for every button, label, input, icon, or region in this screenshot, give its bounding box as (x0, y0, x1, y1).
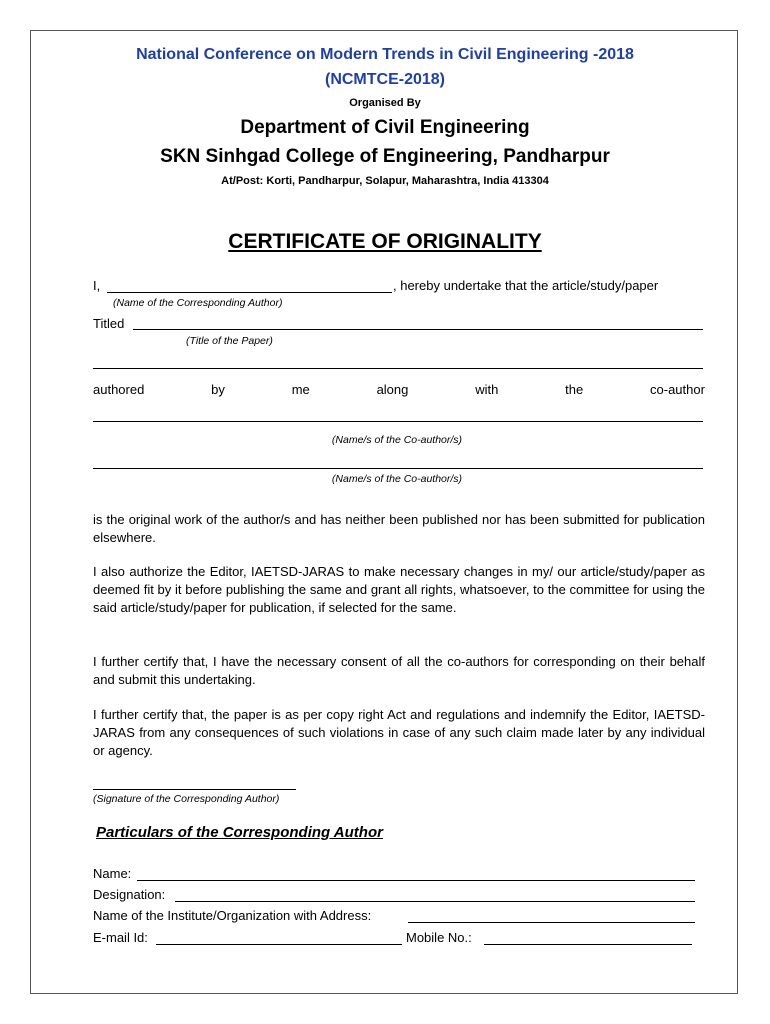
college-name: SKN Sinhgad College of Engineering, Pandharpur (160, 146, 610, 167)
designation-field[interactable] (175, 901, 695, 902)
paper-title-field[interactable] (133, 329, 703, 330)
paper-title-field-2[interactable] (93, 368, 703, 369)
paragraph-copyright: I further certify that, the paper is as per copy right Act and regulations and indemnify the Editor, IAETSD-JARAS from any consequences of such violations in case of any such claim made later by any individual or agency. (93, 707, 705, 758)
organised-by: Organised By (349, 97, 421, 109)
authored-word: co-author (650, 382, 705, 397)
paragraph-original-work: is the original work of the author/s and has neither been published nor has been submitted for publication elsewhere. (93, 512, 705, 545)
department-name: Department of Civil Engineering (240, 117, 530, 138)
author-name-field[interactable] (107, 292, 392, 293)
mobile-field[interactable] (484, 944, 692, 945)
authored-word: the (565, 382, 584, 397)
author-caption: (Name of the Corresponding Author) (113, 297, 283, 309)
name-field[interactable] (137, 880, 695, 881)
undertake-text: , hereby undertake that the article/study/paper (393, 278, 659, 293)
mobile-label: Mobile No.: (406, 930, 472, 945)
paragraph-authorize: I also authorize the Editor, IAETSD-JARAS to make necessary changes in my/ our article/study/paper as deemed fit by it before publishing the same and grant all rights, whatsoever, to the committee for using the said article/study/paper for publication, if selected for the same. (93, 564, 705, 615)
institute-label: Name of the Institute/Organization with Address: (93, 908, 372, 923)
signature-field[interactable] (93, 789, 296, 790)
authored-word: authored (93, 382, 145, 397)
email-field[interactable] (156, 944, 402, 945)
coauthor-caption-2: (Name/s of the Co-author/s) (331, 473, 463, 485)
college-address: At/Post: Korti, Pandharpur, Solapur, Maharashtra, India 413304 (221, 175, 549, 187)
paragraph-consent: I further certify that, I have the necessary consent of all the co-authors for corresponding on their behalf and submit this undertaking. (93, 654, 705, 687)
signature-caption: (Signature of the Corresponding Author) (93, 793, 280, 805)
conference-title: National Conference on Modern Trends in Civil Engineering -2018 (136, 46, 634, 63)
titled-label: Titled (93, 316, 125, 331)
authored-word: me (291, 382, 310, 397)
coauthor-field-1[interactable] (93, 421, 703, 422)
authored-word: by (211, 382, 225, 397)
particulars-heading: Particulars of the Corresponding Author (96, 824, 383, 841)
authored-word: along (376, 382, 409, 397)
certificate-title: CERTIFICATE OF ORIGINALITY (228, 230, 542, 253)
institute-field[interactable] (408, 922, 695, 923)
email-label: E-mail Id: (93, 930, 148, 945)
authored-word: with (475, 382, 499, 397)
name-label: Name: (93, 866, 132, 881)
i-label: I, (93, 278, 101, 293)
coauthor-field-2[interactable] (93, 468, 703, 469)
coauthor-caption-1: (Name/s of the Co-author/s) (331, 434, 463, 446)
authored-line (93, 382, 705, 397)
designation-label: Designation: (93, 887, 166, 902)
title-caption: (Title of the Paper) (186, 335, 273, 347)
conference-acronym: (NCMTCE-2018) (324, 71, 445, 88)
